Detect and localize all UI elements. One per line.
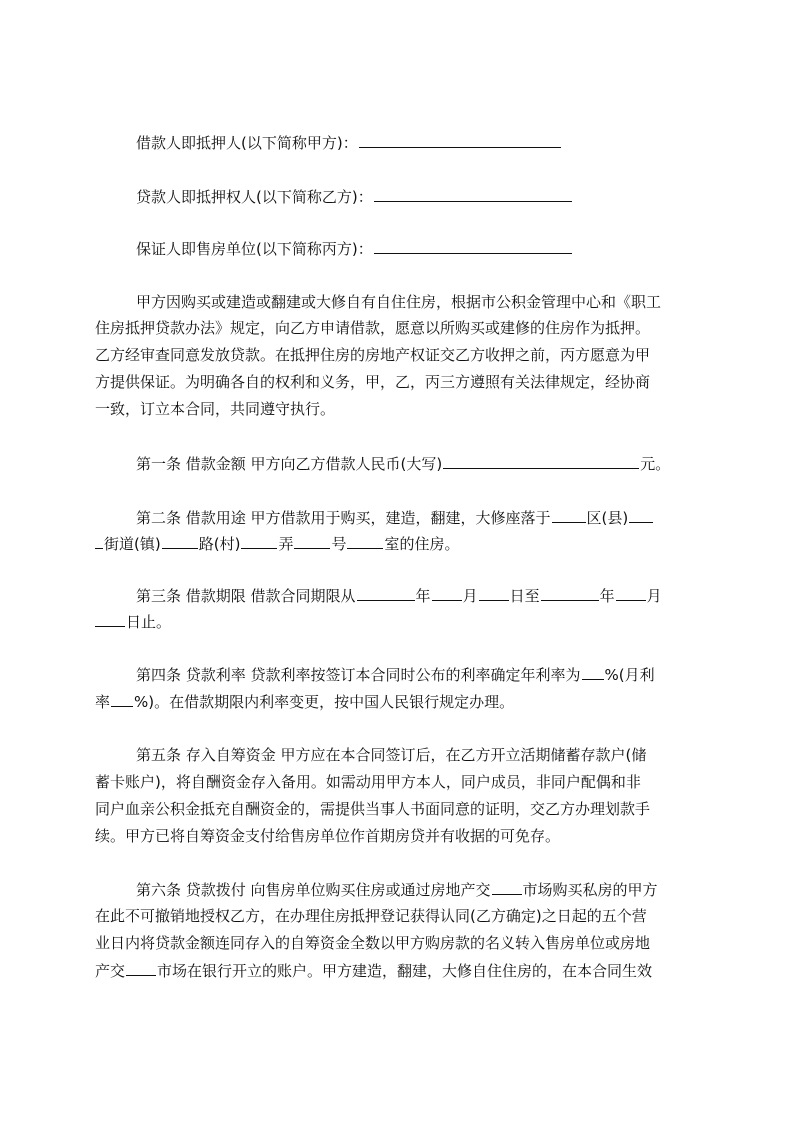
article-2-district-label: 区(县) [586, 509, 629, 527]
article-2-room-label: 室的住房。 [384, 535, 460, 553]
blank-exchange-1 [492, 877, 522, 895]
blank-lane [241, 531, 277, 549]
article-5-line-1: 第五条 存入自筹资金 甲方应在本合同签订后，在乙方开立活期储蓄存款户(储 [136, 746, 647, 764]
preamble-line-2: 住房抵押贷款办法》规定，向乙方申请借款，愿意以所购买或建修的住房作为抵押。 [95, 319, 651, 337]
article-6-line-1 [136, 877, 705, 902]
preamble-line-5: 一致，订立本合同，共同遵守执行。 [95, 400, 336, 418]
article-2-text: 第二条 借款用途 甲方借款用于购买，建造，翻建，大修座落于 [136, 509, 551, 527]
blank-end-month [616, 583, 646, 601]
article-3-end-year-label: 年 [599, 587, 615, 605]
preamble-line-4: 方提供保证。为明确各自的权利和义务，甲，乙，丙三方遵照有关法律规定，经协商 [95, 373, 651, 391]
article-3-year-label: 年 [415, 587, 431, 605]
article-2-lane-label: 弄 [278, 535, 294, 553]
article-3-line-1 [136, 583, 705, 608]
article-2-line-1 [136, 505, 705, 530]
article-2-number-label: 号 [331, 535, 347, 553]
blank-street-b [95, 531, 103, 549]
article-5-line-4: 续。甲方已将自筹资金支付给售房单位作首期房贷并有收据的可免存。 [95, 827, 561, 845]
preamble-line-3: 乙方经审查同意发放贷款。在抵押住房的房地产权证交乙方收押之前，丙方愿意为甲 [95, 346, 651, 364]
article-1-unit: 元。 [640, 455, 671, 473]
blank-street-a [629, 505, 653, 523]
party-borrower-line [136, 130, 705, 155]
blank-district [552, 505, 586, 523]
article-5-line-3: 同户血亲公积金抵充自酬资金的，需提供当事人书面同意的证明，交乙方办理划款手 [95, 800, 651, 818]
article-3-text: 第三条 借款期限 借款合同期限从 [136, 587, 356, 605]
article-5-line-2: 蓄卡账户)，将自酬资金存入备用。如需动用甲方本人，同户成员，非同户配偶和非 [95, 773, 641, 791]
blank-exchange-2 [126, 958, 156, 976]
blank-monthly-rate [111, 689, 133, 707]
article-1-text: 第一条 借款金额 甲方向乙方借款人民币(大写) [136, 455, 443, 473]
article-6-line-4 [95, 958, 705, 983]
preamble-line-1: 甲方因购买或建造或翻建或大修自有自住住房，根据市公积金管理中心和《职工 [136, 293, 662, 311]
article-3-to-label: 日至 [509, 587, 540, 605]
article-3-month-label: 月 [462, 587, 478, 605]
party-lender-line [136, 184, 705, 209]
article-6-line-4-rest: 市场在银行开立的账户。甲方建造，翻建，大修自住住房的，在本合同生效 [157, 962, 653, 980]
blank-lender-name [374, 184, 572, 202]
article-2-street-label: 街道(镇) [104, 535, 161, 553]
article-3-line-2 [95, 609, 705, 634]
article-4-rate-label: 率 [95, 693, 111, 711]
article-2-line-2 [95, 531, 705, 556]
party-borrower-label: 借款人即抵押人(以下简称甲方)： [136, 134, 358, 152]
article-6-line-4-start: 产交 [95, 962, 126, 980]
party-lender-label: 贷款人即抵押权人(以下简称乙方)： [136, 188, 373, 206]
article-6-text-cont: 市场购买私房的甲方 [522, 881, 658, 899]
article-6-line-2: 在此不可撤销地授权乙方，在办理住房抵押登记获得认同(乙方确定)之日起的五个营 [95, 907, 647, 925]
party-guarantor-label: 保证人即售房单位(以下简称丙方)： [136, 240, 373, 258]
blank-loan-amount [443, 451, 639, 469]
article-3-end-label: 日止。 [126, 613, 172, 631]
blank-guarantor-name [374, 236, 572, 254]
article-4-line-1 [136, 662, 705, 687]
article-4-text: 第四条 贷款利率 贷款利率按签订本合同时公布的利率确定年利率为 [136, 666, 581, 684]
blank-borrower-name [359, 130, 561, 148]
article-3-end-month-label: 月 [646, 587, 662, 605]
article-6-text: 第六条 贷款拨付 向售房单位购买住房或通过房地产交 [136, 881, 491, 899]
article-6-line-3: 业日内将贷款金额连同存入的自筹资金全数以甲方购房款的名义转入售房单位或房地 [95, 934, 651, 952]
blank-number [294, 531, 330, 549]
blank-room [347, 531, 383, 549]
blank-start-year [357, 583, 415, 601]
blank-annual-rate [582, 662, 604, 680]
blank-start-day [479, 583, 509, 601]
blank-road [162, 531, 198, 549]
article-4-rest: %)。在借款期限内利率变更，按中国人民银行规定办理。 [134, 693, 515, 711]
blank-end-year [541, 583, 599, 601]
article-4-line-2 [95, 689, 705, 714]
blank-end-day [95, 609, 125, 627]
party-guarantor-line [136, 236, 705, 261]
article-2-road-label: 路(村) [198, 535, 241, 553]
article-1 [136, 451, 705, 476]
blank-start-month [432, 583, 462, 601]
article-4-monthly-label: %(月利 [604, 666, 655, 684]
